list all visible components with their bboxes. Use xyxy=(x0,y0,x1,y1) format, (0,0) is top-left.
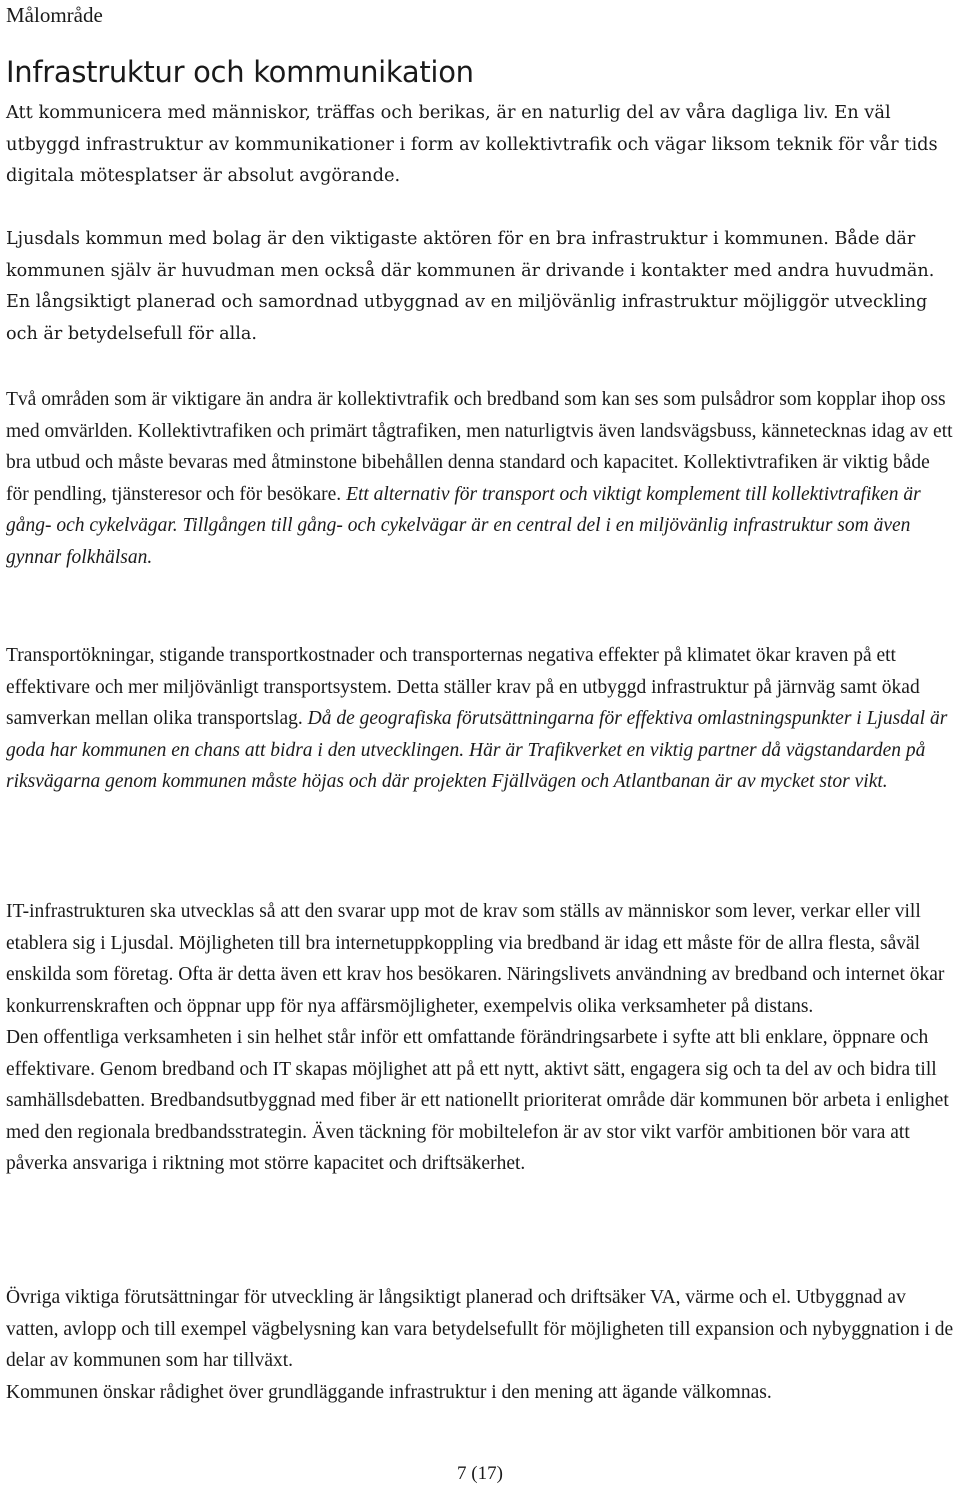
paragraph-continuation: Kommunen önskar rådighet över grundläggande infrastruktur i den mening att ägande välkomnas. xyxy=(6,1381,772,1403)
paragraph-text: Ljusdals kommun med bolag är den viktigaste aktören för en bra infrastruktur i kommunen. Både där kommunen själv är huvudman men också där kommunen är drivande i kontakter med andra huvudmän. En långsiktigt planerad och samordnad utbyggnad av en miljövänlig infrastruktur möjliggör utveckling och är betydelsefull för alla. xyxy=(6,229,935,344)
paragraph-public-transport xyxy=(6,384,956,573)
paragraph-text: Att kommunicera med människor, träffas och berikas, är en naturlig del av våra dagliga liv. En väl utbyggd infrastruktur av kommunikationer i form av kollektivtrafik och vägar liksom teknik för vår tids digitala mötesplatser är absolut avgörande. xyxy=(6,102,938,186)
paragraph-continuation: Den offentliga verksamheten i sin helhet står inför ett omfattande förändringsarbete i syfte att bli enklare, öppnare och effektivare. Genom bredband och IT skapas möjlighet att på ett nytt, aktivt sätt, engagera sig och ta del av och bidra till samhällsdebatten. Bredbandsutbyggnad med fiber är ett nationellt prioriterat område där kommunen bör arbeta i enlighet med den regionala bredbandsstrategin. Även täckning för mobiltelefon är av stor vikt varför ambitionen bör vara att påverka ansvariga i riktning mot större kapacitet och driftsäkerhet. xyxy=(6,1027,949,1174)
paragraph-utilities xyxy=(6,1282,956,1408)
paragraph-actors xyxy=(6,224,958,350)
paragraph-emphasis: Då de geografiska förutsättningarna för effektiva omlastningspunkter i Ljusdal är goda har kommunen en chans att bidra i den utvecklingen. Här är Trafikverket en viktig partner då vägstandarden på riksvägarna genom kommunen måste höjas och där projekten Fjällvägen och Atlantbanan är av mycket stor vikt. xyxy=(6,708,948,792)
page-number: 7 (17) xyxy=(457,1463,503,1484)
paragraph-emphasis: Ett alternativ för transport och viktigt komplement till kollektivtrafiken är gång- och cykelvägar. Tillgången till gång- och cykelvägar är en central del i en miljövänlig infrastruktur som även gynnar folkhälsan. xyxy=(6,483,921,568)
paragraph-text: IT-infrastrukturen ska utvecklas så att den svarar upp mot de krav som ställs av människor som lever, verkar eller vill etablera sig i Ljusdal. Möjligheten till bra internetuppkoppling via bredband är idag ett måste för de allra flesta, såväl enskilda som företag. Ofta är detta även ett krav hos besökaren. Näringslivets användning av bredband och internet ökar konkurrenskraften och öppnar upp för nya affärsmöjligheter, exempelvis olika verksamheter på distans. xyxy=(6,901,945,1017)
paragraph-it-infrastructure xyxy=(6,896,956,1180)
page-title: Infrastruktur och kommunikation xyxy=(6,55,474,89)
paragraph-text: Transportökningar, stigande transportkostnader och transporternas negativa effekter på klimatet ökar kraven på ett effektivare och mer miljövänligt transportsystem. Detta ställer krav på en utbyggd infrastruktur på järnväg samt ökad samverkan mellan olika transportslag. xyxy=(6,645,920,729)
paragraph-text: Övriga viktiga förutsättningar för utveckling är långsiktigt planerad och driftsäker VA, värme och el. Utbyggnad av vatten, avlopp och till exempel vägbelysning kan vara betydelsefullt för möjligheten till expansion och nybyggnation i de delar av kommunen som har tillväxt. xyxy=(6,1287,954,1371)
paragraph-transport-system xyxy=(6,640,956,798)
paragraph-intro xyxy=(6,97,958,192)
section-label: Målområde xyxy=(6,3,103,27)
paragraph-text: Två områden som är viktigare än andra är kollektivtrafik och bredband som kan ses som pulsådror som kopplar ihop oss med omvärlden. Kollektivtrafiken och primärt tågtrafiken, men naturligtvis även landsvägsbuss, kännetecknas idag av ett bra utbud och måste bevaras med åtminstone bibehållen denna standard och kapacitet. Kollektivtrafiken är viktig både för pendling, tjänsteresor och för besökare. xyxy=(6,389,953,505)
